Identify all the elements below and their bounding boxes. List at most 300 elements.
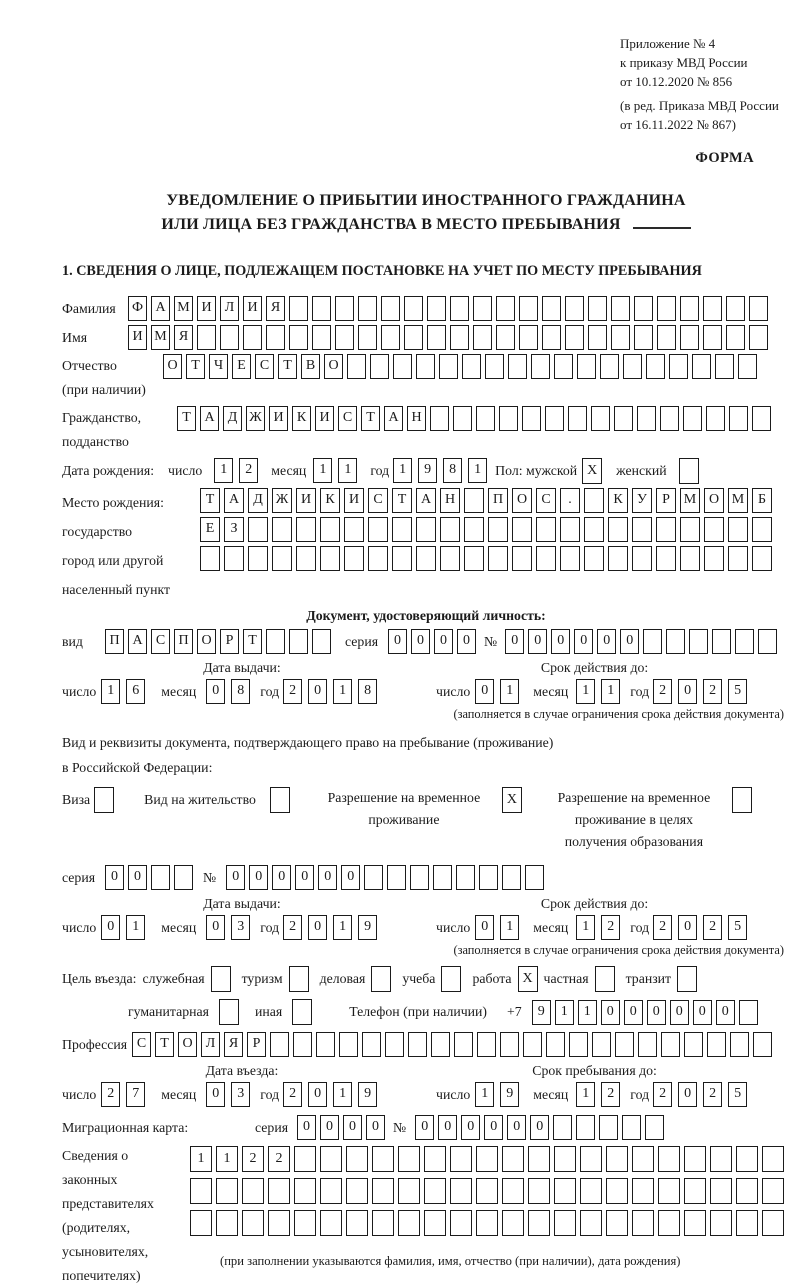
cell-empty[interactable]	[726, 296, 745, 321]
cell-empty[interactable]	[344, 546, 364, 571]
cell-empty[interactable]	[320, 517, 340, 542]
cell-empty[interactable]	[416, 517, 436, 542]
cell-empty[interactable]	[660, 406, 679, 431]
cell-empty[interactable]	[730, 1032, 749, 1057]
cell-empty[interactable]	[496, 325, 515, 350]
cell-empty[interactable]	[464, 488, 484, 513]
cell-filled[interactable]: 0	[716, 1000, 735, 1025]
cell-empty[interactable]	[588, 296, 607, 321]
cell-filled[interactable]: 0	[297, 1115, 316, 1140]
cell-empty[interactable]	[580, 1210, 602, 1236]
cell-filled[interactable]: 5	[728, 915, 747, 940]
cell-filled[interactable]: 8	[358, 679, 377, 704]
cell-empty[interactable]	[666, 629, 685, 654]
cell-empty[interactable]	[715, 354, 734, 379]
cell-empty[interactable]	[679, 458, 699, 484]
cell-empty[interactable]	[450, 296, 469, 321]
cell-empty[interactable]	[584, 546, 604, 571]
cell-empty[interactable]	[370, 354, 389, 379]
cell-empty[interactable]	[479, 865, 498, 890]
surname-cells[interactable]	[128, 296, 772, 321]
sex-female-checkbox[interactable]	[679, 458, 699, 484]
cell-filled[interactable]: 0	[388, 629, 407, 654]
cell-filled[interactable]: 5	[728, 679, 747, 704]
cell-empty[interactable]	[292, 999, 312, 1025]
expiry-day-cells[interactable]	[475, 679, 525, 704]
cell-empty[interactable]	[441, 966, 461, 992]
cell-empty[interactable]	[623, 354, 642, 379]
cell-empty[interactable]	[528, 1146, 550, 1172]
cell-empty[interactable]	[289, 296, 308, 321]
issue-day-cells[interactable]	[101, 679, 151, 704]
cell-filled[interactable]: 2	[653, 915, 672, 940]
cell-empty[interactable]	[669, 354, 688, 379]
cell-filled[interactable]: 0	[343, 1115, 362, 1140]
cell-filled[interactable]: 1	[338, 458, 357, 483]
cell-filled[interactable]: 1	[313, 458, 332, 483]
cell-empty[interactable]	[464, 546, 484, 571]
option-residence-permit-checkbox[interactable]	[270, 787, 290, 813]
cell-filled[interactable]: 1	[333, 915, 352, 940]
cell-empty[interactable]	[739, 1000, 758, 1025]
cell-empty[interactable]	[684, 1210, 706, 1236]
cell-empty[interactable]	[752, 406, 771, 431]
cell-filled[interactable]: К	[320, 488, 340, 513]
cell-empty[interactable]	[473, 296, 492, 321]
cell-empty[interactable]	[427, 325, 446, 350]
cell-filled[interactable]: 0	[457, 629, 476, 654]
cell-empty[interactable]	[632, 546, 652, 571]
cell-empty[interactable]	[546, 1032, 565, 1057]
cell-empty[interactable]	[680, 325, 699, 350]
cell-filled[interactable]: 2	[283, 1082, 302, 1107]
cell-filled[interactable]: 0	[318, 865, 337, 890]
cell-empty[interactable]	[358, 325, 377, 350]
cell-empty[interactable]	[268, 1210, 290, 1236]
cell-filled[interactable]: 2	[268, 1146, 290, 1172]
cell-filled[interactable]: 0	[624, 1000, 643, 1025]
cell-empty[interactable]	[592, 1032, 611, 1057]
cell-empty[interactable]	[762, 1178, 784, 1204]
citizenship-cells[interactable]	[177, 406, 775, 431]
birth-place-cells-row3[interactable]	[200, 546, 776, 571]
purpose-study-checkbox[interactable]	[441, 966, 461, 992]
cell-empty[interactable]	[614, 406, 633, 431]
cell-empty[interactable]	[758, 629, 777, 654]
cell-empty[interactable]	[473, 325, 492, 350]
cell-empty[interactable]	[270, 787, 290, 813]
cell-empty[interactable]	[398, 1146, 420, 1172]
cell-filled[interactable]: 0	[105, 865, 124, 890]
cell-filled[interactable]: 0	[670, 1000, 689, 1025]
cell-empty[interactable]	[216, 1210, 238, 1236]
cell-filled[interactable]: 2	[283, 679, 302, 704]
cell-empty[interactable]	[358, 296, 377, 321]
cell-filled[interactable]: 0	[597, 629, 616, 654]
cell-empty[interactable]	[440, 546, 460, 571]
cell-filled[interactable]: 2	[283, 915, 302, 940]
cell-empty[interactable]	[270, 1032, 289, 1057]
cell-filled[interactable]: 0	[272, 865, 291, 890]
cell-filled[interactable]: С	[536, 488, 556, 513]
cell-empty[interactable]	[476, 406, 495, 431]
cell-empty[interactable]	[347, 354, 366, 379]
cell-empty[interactable]	[704, 546, 724, 571]
cell-empty[interactable]	[464, 517, 484, 542]
cell-filled[interactable]: Т	[200, 488, 220, 513]
cell-empty[interactable]	[554, 1210, 576, 1236]
cell-empty[interactable]	[320, 546, 340, 571]
cell-filled[interactable]: О	[178, 1032, 197, 1057]
cell-filled[interactable]: 1	[601, 679, 620, 704]
cell-empty[interactable]	[392, 546, 412, 571]
cell-empty[interactable]	[416, 546, 436, 571]
cell-empty[interactable]	[499, 406, 518, 431]
expiry-month-cells[interactable]	[576, 679, 626, 704]
cell-empty[interactable]	[638, 1032, 657, 1057]
cell-empty[interactable]	[372, 1210, 394, 1236]
cell-filled[interactable]: В	[301, 354, 320, 379]
cell-empty[interactable]	[735, 629, 754, 654]
cell-empty[interactable]	[431, 1032, 450, 1057]
cell-filled[interactable]: А	[151, 296, 170, 321]
cell-filled[interactable]: 1	[101, 679, 120, 704]
cell-filled[interactable]: К	[292, 406, 311, 431]
cell-empty[interactable]	[404, 296, 423, 321]
residence-expiry-day-cells[interactable]	[475, 915, 525, 940]
cell-empty[interactable]	[762, 1146, 784, 1172]
cell-filled[interactable]: Т	[186, 354, 205, 379]
cell-filled[interactable]: А	[200, 406, 219, 431]
cell-filled[interactable]: 0	[206, 679, 225, 704]
cell-filled[interactable]: П	[174, 629, 193, 654]
cell-empty[interactable]	[398, 1178, 420, 1204]
cell-empty[interactable]	[528, 1178, 550, 1204]
cell-filled[interactable]: .	[560, 488, 580, 513]
cell-empty[interactable]	[634, 296, 653, 321]
cell-empty[interactable]	[248, 517, 268, 542]
cell-empty[interactable]	[525, 865, 544, 890]
cell-empty[interactable]	[190, 1210, 212, 1236]
cell-empty[interactable]	[197, 325, 216, 350]
cell-empty[interactable]	[272, 546, 292, 571]
cell-filled[interactable]: 1	[500, 679, 519, 704]
cell-filled[interactable]: Н	[407, 406, 426, 431]
cell-empty[interactable]	[632, 1178, 654, 1204]
cell-empty[interactable]	[703, 296, 722, 321]
cell-empty[interactable]	[677, 966, 697, 992]
cell-empty[interactable]	[657, 325, 676, 350]
cell-empty[interactable]	[502, 1178, 524, 1204]
purpose-tourism-checkbox[interactable]	[289, 966, 309, 992]
cell-empty[interactable]	[320, 1178, 342, 1204]
cell-filled[interactable]: Т	[243, 629, 262, 654]
birth-month-cells[interactable]	[313, 458, 363, 483]
cell-empty[interactable]	[684, 1178, 706, 1204]
cell-filled[interactable]: О	[324, 354, 343, 379]
cell-filled[interactable]: 6	[126, 679, 145, 704]
cell-filled[interactable]: X	[582, 458, 602, 484]
sex-male-checkbox[interactable]	[582, 458, 602, 484]
birth-place-cells-row2[interactable]	[200, 517, 776, 542]
stay-day-cells[interactable]	[475, 1082, 525, 1107]
cell-empty[interactable]	[398, 1210, 420, 1236]
cell-empty[interactable]	[496, 296, 515, 321]
cell-empty[interactable]	[599, 1115, 618, 1140]
cell-empty[interactable]	[738, 354, 757, 379]
cell-empty[interactable]	[296, 517, 316, 542]
cell-filled[interactable]: С	[132, 1032, 151, 1057]
cell-empty[interactable]	[485, 354, 504, 379]
cell-filled[interactable]: А	[128, 629, 147, 654]
cell-filled[interactable]: Ч	[209, 354, 228, 379]
cell-empty[interactable]	[519, 296, 538, 321]
cell-empty[interactable]	[433, 865, 452, 890]
cell-empty[interactable]	[703, 325, 722, 350]
cell-empty[interactable]	[528, 1210, 550, 1236]
cell-filled[interactable]: 0	[249, 865, 268, 890]
cell-empty[interactable]	[502, 865, 521, 890]
cell-empty[interactable]	[680, 546, 700, 571]
cell-filled[interactable]: М	[728, 488, 748, 513]
cell-empty[interactable]	[595, 966, 615, 992]
cell-empty[interactable]	[344, 517, 364, 542]
cell-empty[interactable]	[689, 629, 708, 654]
cell-empty[interactable]	[219, 999, 239, 1025]
cell-filled[interactable]: 0	[647, 1000, 666, 1025]
representatives-cells-row3[interactable]	[190, 1210, 788, 1236]
cell-empty[interactable]	[289, 966, 309, 992]
cell-filled[interactable]: 0	[320, 1115, 339, 1140]
cell-empty[interactable]	[248, 546, 268, 571]
cell-empty[interactable]	[424, 1210, 446, 1236]
cell-filled[interactable]: Т	[361, 406, 380, 431]
cell-filled[interactable]: К	[608, 488, 628, 513]
cell-empty[interactable]	[680, 517, 700, 542]
cell-filled[interactable]: 1	[190, 1146, 212, 1172]
residence-expiry-year-cells[interactable]	[653, 915, 753, 940]
cell-filled[interactable]: 1	[475, 1082, 494, 1107]
cell-empty[interactable]	[736, 1178, 758, 1204]
cell-filled[interactable]: 0	[308, 1082, 327, 1107]
cell-filled[interactable]: 9	[500, 1082, 519, 1107]
residence-issue-month-cells[interactable]	[206, 915, 256, 940]
cell-filled[interactable]: М	[174, 296, 193, 321]
cell-filled[interactable]: 2	[653, 1082, 672, 1107]
cell-filled[interactable]: Т	[278, 354, 297, 379]
cell-empty[interactable]	[553, 1115, 572, 1140]
option-visa-checkbox[interactable]	[94, 787, 114, 813]
cell-empty[interactable]	[646, 354, 665, 379]
cell-filled[interactable]: И	[315, 406, 334, 431]
cell-filled[interactable]: Е	[232, 354, 251, 379]
cell-filled[interactable]: 1	[393, 458, 412, 483]
cell-empty[interactable]	[381, 296, 400, 321]
cell-empty[interactable]	[706, 406, 725, 431]
cell-filled[interactable]: 1	[126, 915, 145, 940]
cell-empty[interactable]	[416, 354, 435, 379]
migration-series-cells[interactable]	[297, 1115, 389, 1140]
cell-empty[interactable]	[293, 1032, 312, 1057]
cell-filled[interactable]: 9	[358, 915, 377, 940]
cell-filled[interactable]: 0	[341, 865, 360, 890]
residence-number-cells[interactable]	[226, 865, 548, 890]
entry-day-cells[interactable]	[101, 1082, 151, 1107]
cell-empty[interactable]	[632, 517, 652, 542]
cell-empty[interactable]	[346, 1146, 368, 1172]
cell-empty[interactable]	[312, 629, 331, 654]
given-name-cells[interactable]	[128, 325, 772, 350]
cell-empty[interactable]	[430, 406, 449, 431]
birth-day-cells[interactable]	[214, 458, 264, 483]
cell-empty[interactable]	[462, 354, 481, 379]
cell-filled[interactable]: И	[269, 406, 288, 431]
cell-empty[interactable]	[404, 325, 423, 350]
phone-cells[interactable]	[532, 1000, 762, 1025]
entry-year-cells[interactable]	[283, 1082, 383, 1107]
cell-empty[interactable]	[381, 325, 400, 350]
cell-empty[interactable]	[565, 296, 584, 321]
cell-filled[interactable]: 5	[728, 1082, 747, 1107]
cell-empty[interactable]	[272, 517, 292, 542]
doc-series-cells[interactable]	[388, 629, 480, 654]
cell-empty[interactable]	[645, 1115, 664, 1140]
cell-empty[interactable]	[450, 1178, 472, 1204]
cell-filled[interactable]: 0	[128, 865, 147, 890]
cell-filled[interactable]: О	[704, 488, 724, 513]
cell-empty[interactable]	[554, 354, 573, 379]
cell-filled[interactable]: 0	[226, 865, 245, 890]
cell-filled[interactable]: 0	[295, 865, 314, 890]
cell-filled[interactable]: 0	[461, 1115, 480, 1140]
cell-empty[interactable]	[615, 1032, 634, 1057]
representatives-cells-row1[interactable]	[190, 1146, 788, 1172]
cell-empty[interactable]	[316, 1032, 335, 1057]
cell-empty[interactable]	[346, 1178, 368, 1204]
stay-month-cells[interactable]	[576, 1082, 626, 1107]
cell-empty[interactable]	[545, 406, 564, 431]
cell-filled[interactable]: 2	[101, 1082, 120, 1107]
cell-empty[interactable]	[749, 325, 768, 350]
option-temp-residence-education-checkbox[interactable]	[732, 787, 752, 813]
cell-empty[interactable]	[368, 517, 388, 542]
cell-empty[interactable]	[608, 546, 628, 571]
cell-empty[interactable]	[542, 325, 561, 350]
cell-empty[interactable]	[242, 1210, 264, 1236]
cell-filled[interactable]: П	[105, 629, 124, 654]
cell-filled[interactable]: Н	[440, 488, 460, 513]
cell-filled[interactable]: 0	[507, 1115, 526, 1140]
cell-empty[interactable]	[294, 1178, 316, 1204]
cell-filled[interactable]: 0	[601, 1000, 620, 1025]
cell-filled[interactable]: Л	[201, 1032, 220, 1057]
cell-filled[interactable]: 0	[206, 915, 225, 940]
cell-filled[interactable]: Т	[177, 406, 196, 431]
cell-filled[interactable]: 2	[242, 1146, 264, 1172]
cell-empty[interactable]	[684, 1032, 703, 1057]
purpose-business-checkbox[interactable]	[371, 966, 391, 992]
cell-empty[interactable]	[683, 406, 702, 431]
cell-filled[interactable]: Р	[656, 488, 676, 513]
cell-empty[interactable]	[568, 406, 587, 431]
cell-filled[interactable]: З	[224, 517, 244, 542]
cell-empty[interactable]	[752, 517, 772, 542]
cell-empty[interactable]	[622, 1115, 641, 1140]
cell-filled[interactable]: 0	[693, 1000, 712, 1025]
cell-empty[interactable]	[220, 325, 239, 350]
cell-empty[interactable]	[410, 865, 429, 890]
cell-empty[interactable]	[542, 296, 561, 321]
cell-filled[interactable]: 1	[216, 1146, 238, 1172]
cell-filled[interactable]: 0	[574, 629, 593, 654]
cell-empty[interactable]	[268, 1178, 290, 1204]
cell-empty[interactable]	[752, 546, 772, 571]
cell-filled[interactable]: М	[680, 488, 700, 513]
cell-empty[interactable]	[372, 1146, 394, 1172]
purpose-other-checkbox[interactable]	[292, 999, 312, 1025]
cell-filled[interactable]: О	[512, 488, 532, 513]
purpose-transit-checkbox[interactable]	[677, 966, 697, 992]
cell-filled[interactable]: С	[368, 488, 388, 513]
cell-empty[interactable]	[335, 296, 354, 321]
cell-empty[interactable]	[368, 546, 388, 571]
cell-filled[interactable]: Ж	[246, 406, 265, 431]
cell-empty[interactable]	[408, 1032, 427, 1057]
cell-empty[interactable]	[512, 546, 532, 571]
cell-empty[interactable]	[216, 1178, 238, 1204]
cell-filled[interactable]: X	[502, 787, 522, 813]
cell-filled[interactable]: Ж	[272, 488, 292, 513]
cell-filled[interactable]: 0	[475, 915, 494, 940]
cell-empty[interactable]	[500, 1032, 519, 1057]
cell-empty[interactable]	[477, 1032, 496, 1057]
cell-empty[interactable]	[242, 1178, 264, 1204]
cell-empty[interactable]	[736, 1146, 758, 1172]
cell-empty[interactable]	[753, 1032, 772, 1057]
issue-month-cells[interactable]	[206, 679, 256, 704]
cell-empty[interactable]	[707, 1032, 726, 1057]
cell-filled[interactable]: 0	[101, 915, 120, 940]
cell-empty[interactable]	[372, 1178, 394, 1204]
cell-filled[interactable]: С	[255, 354, 274, 379]
cell-empty[interactable]	[656, 546, 676, 571]
cell-filled[interactable]: 0	[530, 1115, 549, 1140]
cell-filled[interactable]: 2	[653, 679, 672, 704]
cell-empty[interactable]	[476, 1210, 498, 1236]
cell-empty[interactable]	[658, 1210, 680, 1236]
cell-empty[interactable]	[710, 1178, 732, 1204]
cell-empty[interactable]	[657, 296, 676, 321]
cell-filled[interactable]: Ф	[128, 296, 147, 321]
cell-filled[interactable]: 9	[418, 458, 437, 483]
cell-filled[interactable]: 0	[678, 915, 697, 940]
cell-empty[interactable]	[577, 354, 596, 379]
cell-filled[interactable]: И	[296, 488, 316, 513]
cell-empty[interactable]	[584, 517, 604, 542]
cell-filled[interactable]: И	[344, 488, 364, 513]
option-temp-residence-checkbox[interactable]	[502, 787, 522, 813]
cell-empty[interactable]	[502, 1210, 524, 1236]
cell-empty[interactable]	[580, 1146, 602, 1172]
cell-empty[interactable]	[94, 787, 114, 813]
cell-empty[interactable]	[224, 546, 244, 571]
cell-filled[interactable]: 1	[333, 1082, 352, 1107]
cell-filled[interactable]: 0	[678, 1082, 697, 1107]
cell-empty[interactable]	[680, 296, 699, 321]
cell-empty[interactable]	[200, 546, 220, 571]
cell-empty[interactable]	[522, 406, 541, 431]
cell-empty[interactable]	[151, 865, 170, 890]
